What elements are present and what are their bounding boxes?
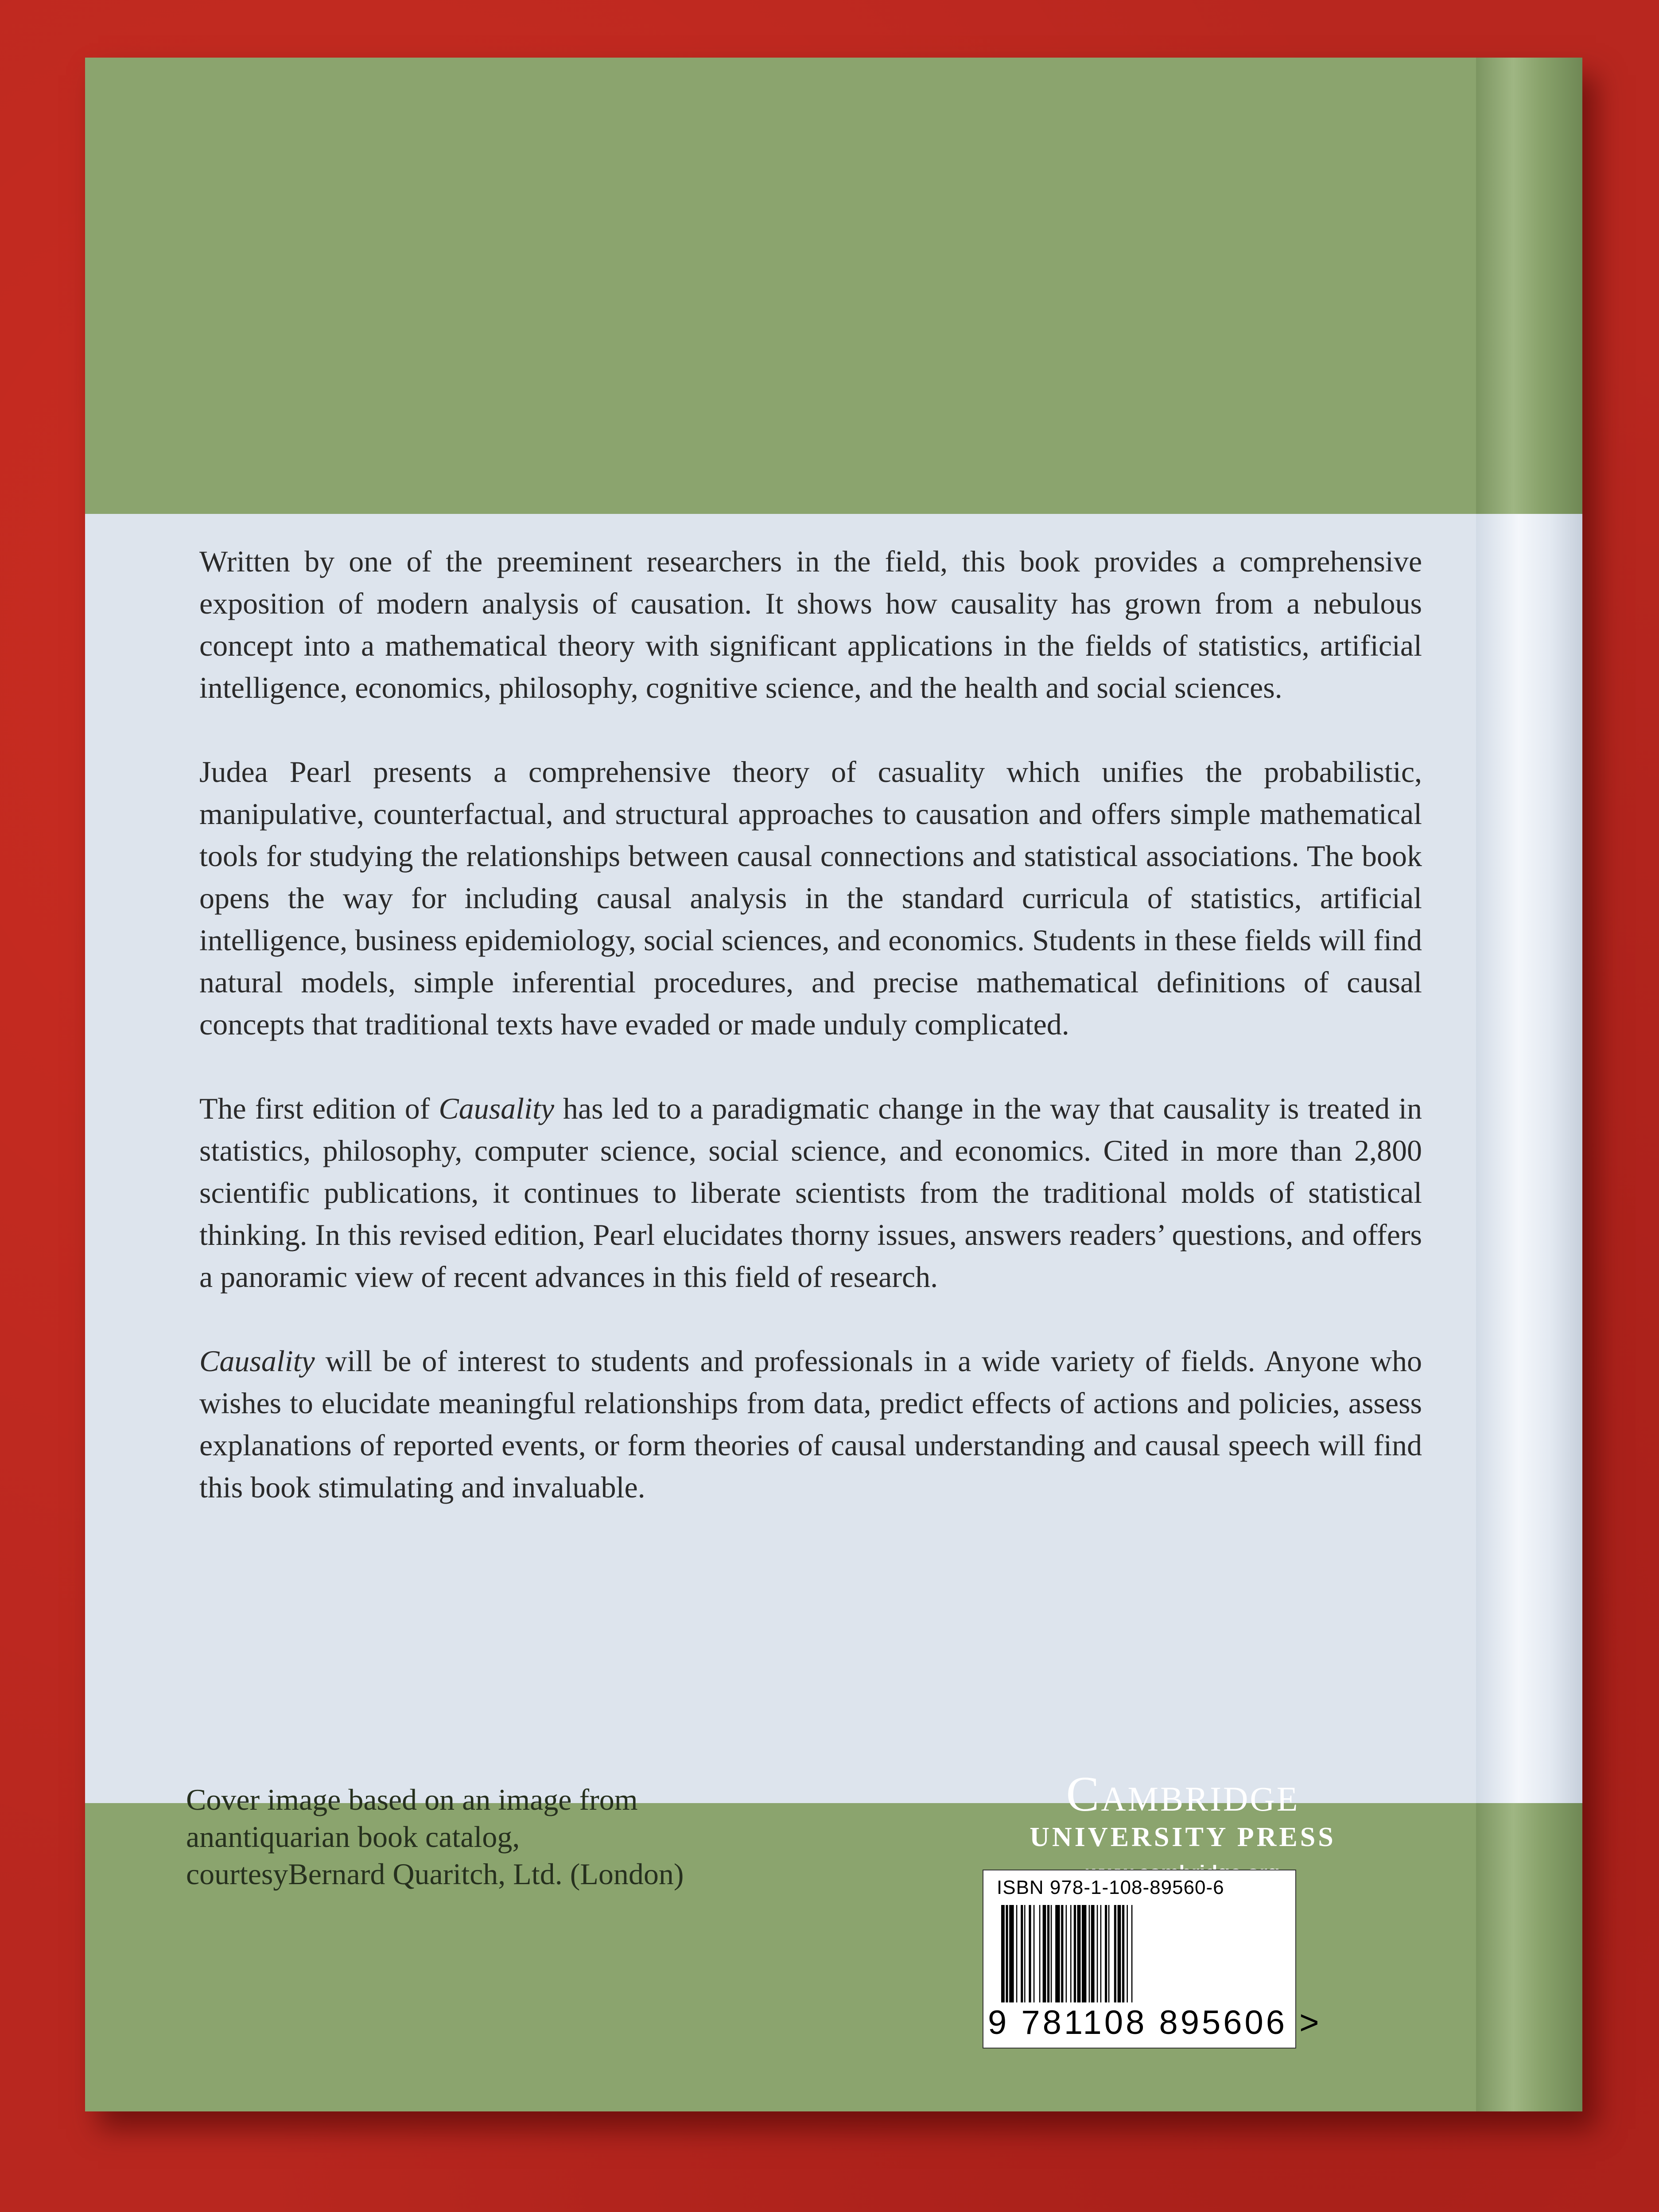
- spine-white-band: [1476, 514, 1582, 1803]
- book-title-italic: Causality: [199, 1344, 315, 1378]
- barcode-bars-icon: [1001, 1905, 1285, 2002]
- blurb-paragraph-2: Judea Pearl presents a comprehensive theory of casuality which unifies the probabilistic, manipulative, counterfactual, and structural approaches to causation and offers simple mathematical tools for studying the relationships between causal connections and statistical associations. The book opens the way for including causal analysis in the standard curricula of statistics, artificial intelligence, business epidemiology, social sciences, and economics. Students in these fields will find natural models, simple inferential procedures, and precise mathematical definitions of causal concepts that traditional texts have evaded or made unduly complicated.: [199, 755, 1422, 1041]
- blurb-text: [199, 540, 1422, 1551]
- credit-line-3: courtesyBernard Quaritch, Ltd. (London): [186, 1857, 684, 1891]
- cover-image-credit: [186, 1781, 851, 1893]
- blurb-p3-start: The first edition of: [199, 1092, 439, 1125]
- publisher-name: Cambridge: [1066, 1767, 1300, 1822]
- isbn-barcode: [983, 1870, 1322, 2049]
- publisher-subtitle: UNIVERSITY PRESS: [1030, 1822, 1336, 1852]
- blurb-p4-rest: will be of interest to students and professionals in a wide variety of fields. Anyone who wishes to elucidate meaningful relationships from data, predict effects of actions and policies, assess explanations of reported events, or form theories of causal understanding and causal speech will find this book stimulating and invaluable.: [199, 1344, 1422, 1504]
- blurb-paragraph-4: [199, 1340, 1422, 1508]
- book-title-italic: Causality: [439, 1092, 555, 1125]
- credit-line-1: Cover image based on an image from: [186, 1783, 638, 1816]
- credit-line-2: anantiquarian book catalog,: [186, 1820, 520, 1854]
- blurb-p3-rest: has led to a paradigmatic change in the way that causality is treated in statistics, philosophy, computer science, social science, and economics. Cited in more than 2,800 scientific publications, it continues to liberate scientists from the traditional molds of statistical thinking. In this revised edition, Pearl elucidates thorny issues, answers readers’ questions, and offers a panoramic view of recent advances in this field of research.: [199, 1092, 1422, 1294]
- isbn-label: ISBN 978-1-108-89560-6: [997, 1877, 1224, 1898]
- blurb-paragraph-3: [199, 1088, 1422, 1298]
- barcode-digits: 9 781108 895606 >: [988, 2004, 1322, 2041]
- blurb-paragraph-1: Written by one of the preeminent researchers in the field, this book provides a comprehensive exposition of modern analysis of causation. It shows how causality has grown from a nebulous concept into a mathematical theory with significant applications in the fields of statistics, artificial intelligence, economics, philosophy, cognitive science, and the health and social sciences.: [199, 544, 1422, 704]
